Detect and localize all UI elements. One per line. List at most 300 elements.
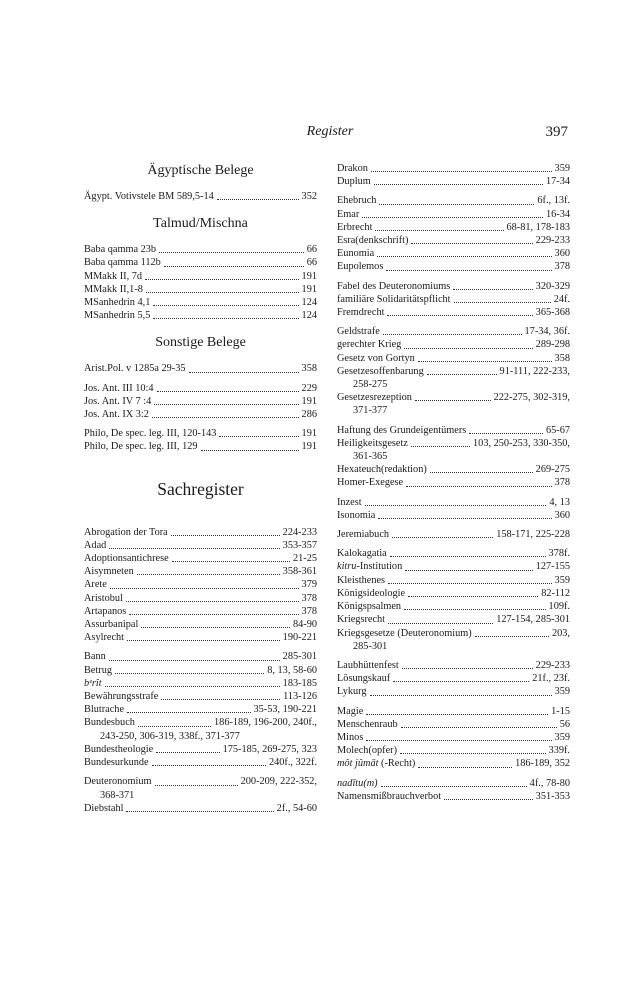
entry-line bbox=[84, 427, 317, 440]
entry-line bbox=[84, 382, 317, 395]
entry-term: Philo, De spec. leg. III, 120-143 bbox=[84, 428, 217, 440]
entry-term: Duplum bbox=[337, 176, 371, 188]
entry-pages: 127-155 bbox=[535, 561, 570, 573]
index-entry bbox=[337, 162, 570, 175]
index-entry bbox=[337, 718, 570, 731]
entry-line bbox=[84, 283, 317, 296]
entry-line bbox=[84, 270, 317, 283]
dot-leader bbox=[475, 636, 549, 637]
index-entry bbox=[84, 190, 317, 203]
entry-term: Bann bbox=[84, 651, 106, 663]
entry-term: MSanhedrin 4,1 bbox=[84, 297, 151, 309]
entry-pages: 21f., 23f. bbox=[532, 673, 570, 685]
index-entry bbox=[84, 243, 317, 256]
entry-line bbox=[337, 194, 570, 207]
entry-pages: 359 bbox=[554, 163, 570, 174]
entry-pages: 66 bbox=[306, 244, 317, 256]
entry-pages: 358 bbox=[301, 363, 317, 375]
entry-term: Jos. Ant. III 10:4 bbox=[84, 382, 154, 394]
index-entry bbox=[337, 574, 570, 587]
index-entry bbox=[337, 790, 570, 803]
dot-leader bbox=[171, 535, 280, 536]
entry-term: Eunomia bbox=[337, 248, 375, 260]
entry-term: Artapanos bbox=[84, 605, 127, 617]
entry-pages: 2f., 54-60 bbox=[276, 802, 317, 814]
entry-group bbox=[337, 659, 570, 699]
entry-term: Esra(denkschrift) bbox=[337, 235, 409, 247]
entry-line bbox=[337, 280, 570, 293]
dot-leader bbox=[152, 765, 266, 766]
entry-line bbox=[337, 306, 570, 319]
index-entry bbox=[337, 685, 570, 698]
index-entry bbox=[84, 565, 317, 578]
entry-pages: 4f., 78-80 bbox=[529, 777, 570, 789]
index-entry bbox=[337, 587, 570, 600]
dot-leader bbox=[138, 726, 211, 727]
entry-term: Ägypt. Votivstele BM 589,5-14 bbox=[84, 191, 214, 202]
index-entry bbox=[337, 744, 570, 757]
index-entry bbox=[337, 260, 570, 273]
entry-term: Hexateuch(redaktion) bbox=[337, 464, 427, 476]
entry-term: Menschenraub bbox=[337, 718, 398, 730]
index-entry bbox=[337, 221, 570, 234]
entry-pages: 82-112 bbox=[541, 587, 570, 599]
entry-line bbox=[337, 476, 570, 489]
entry-line bbox=[84, 690, 317, 703]
index-entry bbox=[84, 526, 317, 539]
entry-pages: 113-126 bbox=[283, 691, 317, 703]
index-entry bbox=[337, 325, 570, 338]
entry-term: Philo, De spec. leg. III, 129 bbox=[84, 441, 198, 453]
section-heading: Ägyptische Belege bbox=[147, 163, 254, 178]
dot-leader bbox=[137, 574, 280, 575]
entry-pages: 358 bbox=[554, 352, 570, 364]
index-entry bbox=[337, 777, 570, 790]
section-heading: Sonstige Belege bbox=[155, 335, 246, 351]
index-entry bbox=[337, 194, 570, 207]
entry-term: Heiligkeitsgesetz bbox=[337, 437, 408, 449]
index-entry bbox=[337, 293, 570, 306]
entry-line bbox=[84, 552, 317, 565]
entry-line bbox=[84, 395, 317, 408]
index-entry bbox=[84, 605, 317, 618]
dot-leader bbox=[201, 450, 299, 451]
dot-leader bbox=[164, 266, 304, 267]
entry-pages: 1-15 bbox=[551, 705, 570, 717]
entry-term: Jeremiabuch bbox=[337, 529, 390, 541]
entry-line bbox=[84, 526, 317, 539]
index-entry bbox=[337, 175, 570, 188]
entry-term: Molech(opfer) bbox=[337, 745, 398, 757]
dot-leader bbox=[110, 588, 299, 589]
entry-line bbox=[337, 221, 570, 234]
dot-leader bbox=[374, 184, 543, 185]
entry-term: Deuteronomium bbox=[84, 776, 152, 788]
index-entry bbox=[337, 437, 570, 463]
entry-pages: 378 bbox=[554, 477, 570, 489]
entry-line bbox=[337, 338, 570, 351]
entry-line bbox=[337, 757, 570, 770]
entry-pages: 109f. bbox=[548, 601, 570, 613]
dot-leader bbox=[386, 270, 551, 271]
dot-leader bbox=[393, 681, 529, 682]
entry-term: kitru-Institution bbox=[337, 561, 403, 573]
entry-line bbox=[84, 565, 317, 578]
index-entry bbox=[84, 677, 317, 690]
entry-line bbox=[337, 162, 570, 175]
entry-group bbox=[337, 280, 570, 320]
entry-term: Homer-Exegese bbox=[337, 477, 404, 489]
dot-leader bbox=[141, 627, 290, 628]
entry-pages: 183-185 bbox=[282, 677, 317, 689]
entry-line bbox=[337, 600, 570, 613]
running-head bbox=[0, 124, 640, 144]
entry-term: Lösungskauf bbox=[337, 673, 391, 685]
index-entry bbox=[84, 743, 317, 756]
entry-pages: 124 bbox=[301, 297, 317, 309]
dot-leader bbox=[383, 334, 522, 335]
entry-pages: 191 bbox=[301, 395, 317, 407]
right-column bbox=[337, 162, 570, 809]
entry-pages: 191 bbox=[301, 283, 317, 295]
index-entry bbox=[84, 618, 317, 631]
entry-pages: 6f., 13f. bbox=[537, 195, 570, 207]
dot-leader bbox=[155, 785, 238, 786]
entry-pages: 68-81, 178-183 bbox=[506, 221, 570, 233]
dot-leader bbox=[109, 548, 279, 549]
entry-term: MSanhedrin 5,5 bbox=[84, 310, 151, 322]
entry-term: Kriegsgesetze (Deuteronomium) bbox=[337, 627, 472, 639]
entry-term: Diebstahl bbox=[84, 802, 124, 814]
dot-leader bbox=[404, 348, 532, 349]
entry-term: Adad bbox=[84, 539, 107, 551]
entry-pages: 365-368 bbox=[535, 307, 570, 319]
dot-leader bbox=[126, 601, 299, 602]
index-entry bbox=[84, 690, 317, 703]
entry-term: Königspsalmen bbox=[337, 601, 402, 613]
entry-term: Arete bbox=[84, 579, 107, 591]
index-entry bbox=[337, 613, 570, 626]
entry-group bbox=[337, 777, 570, 803]
index-entry bbox=[84, 256, 317, 269]
entry-pages: 21-25 bbox=[292, 553, 317, 565]
entry-term: Isonomia bbox=[337, 509, 376, 521]
entry-term: familiäre Solidaritätspflicht bbox=[337, 293, 451, 305]
index-entry bbox=[337, 496, 570, 509]
entry-pages-continuation: 285-301 bbox=[353, 640, 388, 652]
index-entry bbox=[337, 560, 570, 573]
entry-pages: 359 bbox=[554, 574, 570, 586]
index-entry bbox=[337, 528, 570, 541]
dot-leader bbox=[145, 279, 298, 280]
entry-line bbox=[337, 352, 570, 365]
entry-line bbox=[84, 743, 317, 756]
entry-line bbox=[337, 672, 570, 685]
entry-pages: 229-233 bbox=[535, 235, 570, 247]
dot-leader bbox=[153, 318, 298, 319]
entry-line bbox=[84, 243, 317, 256]
entry-line bbox=[337, 325, 570, 338]
entry-term: Betrug bbox=[84, 664, 113, 676]
index-entry bbox=[337, 463, 570, 476]
entry-line bbox=[337, 437, 570, 450]
entry-group bbox=[84, 190, 317, 203]
index-entry bbox=[337, 424, 570, 437]
entry-line bbox=[84, 802, 317, 815]
dot-leader bbox=[388, 623, 493, 624]
entry-line bbox=[337, 424, 570, 437]
entry-line bbox=[337, 627, 570, 640]
index-entry bbox=[84, 382, 317, 395]
entry-group bbox=[84, 650, 317, 769]
entry-line bbox=[337, 685, 570, 698]
dot-leader bbox=[115, 673, 264, 674]
entry-group bbox=[337, 496, 570, 522]
entry-pages: 358-361 bbox=[282, 566, 317, 578]
entry-line bbox=[337, 293, 570, 306]
entry-term-italic: kitru bbox=[337, 561, 357, 573]
index-entry bbox=[84, 756, 317, 769]
entry-pages: 191 bbox=[301, 270, 317, 282]
dot-leader bbox=[444, 799, 533, 800]
entry-line bbox=[84, 578, 317, 591]
entry-pages: 8, 13, 58-60 bbox=[267, 664, 317, 676]
entry-line bbox=[337, 790, 570, 803]
dot-leader bbox=[154, 404, 298, 405]
index-entry bbox=[84, 664, 317, 677]
entry-term: Abrogation der Tora bbox=[84, 526, 168, 538]
entry-group bbox=[84, 775, 317, 815]
entry-term: Adoptionsantichrese bbox=[84, 553, 169, 565]
index-entry bbox=[337, 672, 570, 685]
entry-pages: 378f. bbox=[548, 548, 570, 560]
entry-pages: 339f. bbox=[548, 745, 570, 757]
entry-term: Gesetzesrezeption bbox=[337, 392, 412, 404]
dot-leader bbox=[129, 614, 298, 615]
entry-pages: 4, 13 bbox=[549, 496, 570, 508]
entry-line bbox=[337, 744, 570, 757]
entry-group bbox=[337, 705, 570, 771]
index-entry bbox=[337, 338, 570, 351]
entry-line bbox=[84, 296, 317, 309]
entry-term: Haftung des Grundeigentümers bbox=[337, 424, 467, 436]
section-heading: Talmud/Mischna bbox=[153, 216, 248, 232]
entry-group bbox=[337, 424, 570, 490]
index-entry bbox=[84, 631, 317, 644]
entry-line bbox=[337, 731, 570, 744]
entry-group bbox=[84, 526, 317, 645]
entry-pages: 229 bbox=[301, 382, 317, 394]
entry-term: Gesetzesoffenbarung bbox=[337, 365, 424, 377]
running-title: Register bbox=[306, 124, 354, 139]
entry-line bbox=[337, 547, 570, 560]
entry-term: Ehebruch bbox=[337, 195, 377, 207]
entry-line bbox=[84, 256, 317, 269]
entry-line bbox=[337, 718, 570, 731]
entry-term: nadītu(m) bbox=[337, 777, 378, 789]
index-entry bbox=[84, 703, 317, 716]
dot-leader bbox=[418, 767, 512, 768]
entry-term: Namensmißbrauchverbot bbox=[337, 790, 442, 802]
index-entry bbox=[84, 716, 317, 742]
dot-leader bbox=[126, 811, 273, 812]
entry-pages: 286 bbox=[301, 409, 317, 421]
dot-leader bbox=[189, 372, 299, 373]
dot-leader bbox=[430, 472, 533, 473]
dot-leader bbox=[469, 433, 543, 434]
entry-line bbox=[84, 631, 317, 644]
index-entry bbox=[337, 391, 570, 417]
dot-leader bbox=[159, 252, 304, 253]
entry-pages: 360 bbox=[554, 248, 570, 260]
entry-pages-continuation: 243-250, 306-319, 338f., 371-377 bbox=[100, 730, 240, 742]
dot-leader bbox=[375, 230, 503, 231]
entry-term: Drakon bbox=[337, 163, 368, 174]
entry-line bbox=[84, 664, 317, 677]
dot-leader bbox=[219, 436, 298, 437]
entry-group bbox=[84, 362, 317, 375]
index-entry bbox=[337, 659, 570, 672]
entry-pages: 103, 250-253, 330-350, bbox=[473, 437, 570, 449]
entry-pages: 359 bbox=[554, 731, 570, 743]
entry-pages-continuation: 361-365 bbox=[353, 451, 388, 463]
entry-term: Arist.Pol. v 1285a 29-35 bbox=[84, 363, 186, 375]
entry-pages: 352 bbox=[301, 191, 317, 202]
dot-leader bbox=[371, 171, 552, 172]
dot-leader bbox=[366, 740, 551, 741]
entry-term: Assurbanipal bbox=[84, 619, 139, 631]
entry-pages: 379 bbox=[301, 579, 317, 591]
entry-group bbox=[337, 162, 570, 188]
entry-line bbox=[337, 175, 570, 188]
dot-leader bbox=[377, 256, 551, 257]
entry-pages: 289-298 bbox=[535, 339, 570, 351]
entry-term: Baba qamma 112b bbox=[84, 257, 161, 269]
entry-term: Baba qamma 23b bbox=[84, 244, 157, 256]
entry-line bbox=[337, 659, 570, 672]
entry-pages: 353-357 bbox=[282, 539, 317, 551]
left-column bbox=[84, 150, 317, 821]
entry-line bbox=[337, 613, 570, 626]
entry-line bbox=[337, 365, 570, 378]
sachregister-heading: Sachregister bbox=[157, 478, 244, 499]
index-entry bbox=[337, 509, 570, 522]
entry-term: Geldstrafe bbox=[337, 326, 380, 338]
entry-pages: 203, bbox=[551, 627, 570, 639]
dot-leader bbox=[401, 727, 557, 728]
entry-term: Kleisthenes bbox=[337, 574, 386, 586]
dot-leader bbox=[454, 302, 551, 303]
page-number: 397 bbox=[545, 124, 568, 140]
entry-pages: 240f., 322f. bbox=[268, 757, 317, 769]
entry-term: bᵉrît bbox=[84, 677, 102, 689]
dot-leader bbox=[161, 699, 280, 700]
entry-pages: 378 bbox=[301, 605, 317, 617]
dot-leader bbox=[405, 570, 532, 571]
entry-pages: 200-209, 222-352, bbox=[240, 776, 317, 788]
entry-term: Lykurg bbox=[337, 686, 367, 698]
entry-line bbox=[84, 703, 317, 716]
entry-term: Fremdrecht bbox=[337, 307, 385, 319]
entry-pages: 229-233 bbox=[535, 659, 570, 671]
dot-leader bbox=[366, 714, 548, 715]
dot-leader bbox=[400, 753, 546, 754]
index-entry bbox=[84, 802, 317, 815]
dot-leader bbox=[157, 391, 299, 392]
entry-term: Bundestheologie bbox=[84, 743, 154, 755]
entry-pages: 124 bbox=[301, 310, 317, 322]
entry-term: Aristobul bbox=[84, 592, 123, 604]
entry-line bbox=[337, 777, 570, 790]
entry-pages: 186-189, 196-200, 240f., bbox=[214, 717, 317, 729]
entry-pages: 127-154, 285-301 bbox=[496, 614, 570, 626]
dot-leader bbox=[411, 446, 470, 447]
dot-leader bbox=[127, 712, 250, 713]
entry-line bbox=[337, 463, 570, 476]
entry-term: Aisymneten bbox=[84, 566, 134, 578]
entry-line bbox=[337, 496, 570, 509]
index-entry bbox=[84, 270, 317, 283]
index-entry bbox=[84, 775, 317, 801]
entry-pages: 359 bbox=[554, 686, 570, 698]
index-entry bbox=[337, 365, 570, 391]
index-entry bbox=[337, 247, 570, 260]
entry-line bbox=[337, 391, 570, 404]
dot-leader bbox=[418, 361, 552, 362]
entry-term: Bundesbuch bbox=[84, 717, 135, 729]
dot-leader bbox=[453, 289, 532, 290]
entry-group bbox=[337, 528, 570, 541]
entry-pages: 190-221 bbox=[282, 632, 317, 644]
entry-term: MMakk II, 7d bbox=[84, 270, 143, 282]
index-entry bbox=[337, 547, 570, 560]
entry-pages: 56 bbox=[559, 718, 570, 730]
entry-term: Magie bbox=[337, 705, 364, 717]
dot-leader bbox=[152, 417, 299, 418]
entry-line bbox=[84, 408, 317, 421]
index-entry bbox=[84, 283, 317, 296]
entry-pages: 16-34 bbox=[545, 208, 570, 220]
entry-line bbox=[337, 234, 570, 247]
entry-group bbox=[337, 325, 570, 417]
dot-leader bbox=[427, 374, 497, 375]
entry-term: MMakk II,1-8 bbox=[84, 283, 143, 295]
index-entry bbox=[84, 395, 317, 408]
entry-line bbox=[84, 775, 317, 788]
entry-term: Kriegsrecht bbox=[337, 614, 386, 626]
index-entry bbox=[337, 306, 570, 319]
entry-group bbox=[84, 427, 317, 453]
entry-line bbox=[337, 260, 570, 273]
index-entry bbox=[84, 309, 317, 322]
entry-term: Kalokagatia bbox=[337, 548, 387, 560]
dot-leader bbox=[392, 537, 493, 538]
entry-line bbox=[84, 650, 317, 663]
entry-line bbox=[84, 618, 317, 631]
entry-pages: 222-275, 302-319, bbox=[493, 392, 570, 404]
dot-leader bbox=[105, 686, 280, 687]
entry-term: môt jûmāt (-Recht) bbox=[337, 758, 416, 770]
dot-leader bbox=[388, 583, 552, 584]
dot-leader bbox=[415, 400, 491, 401]
entry-pages: 285-301 bbox=[282, 651, 317, 663]
index-entry bbox=[337, 757, 570, 770]
dot-leader bbox=[404, 609, 545, 610]
entry-pages: 84-90 bbox=[292, 619, 317, 631]
entry-pages: 17-34, 36f. bbox=[524, 326, 570, 338]
entry-line bbox=[337, 587, 570, 600]
dot-leader bbox=[402, 668, 533, 669]
